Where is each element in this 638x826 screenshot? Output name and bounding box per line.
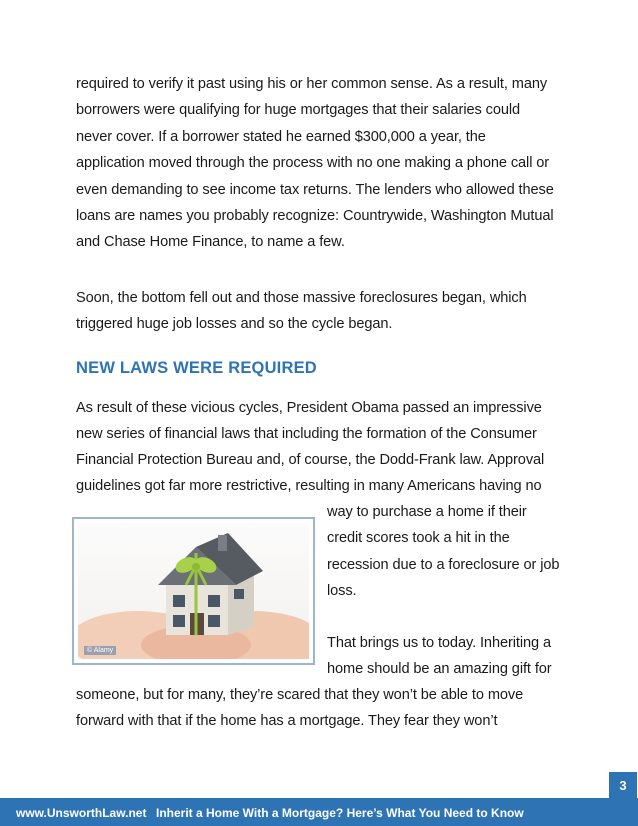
body-text-line: someone, but for many, they’re scared that they won’t be able to move [76, 687, 524, 703]
body-text-line: forward with that if the home has a mortgage. They fear they won’t [76, 713, 498, 729]
body-text-line: loss. [327, 583, 357, 599]
body-text-line: even demanding to see income tax returns. The lenders who allowed these [76, 182, 554, 198]
house-in-hands-icon [78, 523, 309, 659]
body-text-line: Financial Protection Bureau and, of course, the Dodd-Frank law. Approval [76, 452, 545, 468]
body-text-line: and Chase Home Finance, to name a few. [76, 234, 345, 250]
body-text-line: triggered huge job losses and so the cycle began. [76, 316, 393, 332]
footer-document-title: Inherit a Home With a Mortgage? Here’s What You Need to Know [156, 806, 524, 820]
body-text-line: guidelines got far more restrictive, resulting in many Americans having no [76, 478, 542, 494]
body-text-line: borrowers were qualifying for huge mortgages that their salaries could [76, 102, 521, 118]
house-gift-figure [72, 517, 315, 665]
body-text-line: recession due to a foreclosure or job [327, 557, 560, 573]
body-text-line: new series of financial laws that including the formation of the Consumer [76, 426, 537, 442]
footer-url-link[interactable]: www.UnsworthLaw.net [16, 806, 147, 820]
section-heading: NEW LAWS WERE REQUIRED [76, 359, 317, 377]
body-text-line: required to verify it past using his or her common sense. As a result, many [76, 76, 548, 92]
body-text-line: Soon, the bottom fell out and those massive foreclosures began, which [76, 290, 527, 306]
body-text-line: never cover. If a borrower stated he earned $300,000 a year, the [76, 129, 486, 145]
house-gift-image [78, 523, 309, 659]
body-text-line: application moved through the process with no one making a phone call or [76, 155, 550, 171]
body-text-line: That brings us to today. Inheriting a [327, 635, 551, 651]
body-text-line: loans are names you probably recognize: Countrywide, Washington Mutual [76, 208, 554, 224]
page-number: 3 [609, 772, 637, 798]
body-text-line: home should be an amazing gift for [327, 661, 552, 677]
body-text-line: credit scores took a hit in the [327, 530, 510, 546]
image-credit: © Alamy [84, 646, 116, 655]
body-text-line: As result of these vicious cycles, President Obama passed an impressive [76, 400, 542, 416]
body-text-line: way to purchase a home if their [327, 504, 527, 520]
